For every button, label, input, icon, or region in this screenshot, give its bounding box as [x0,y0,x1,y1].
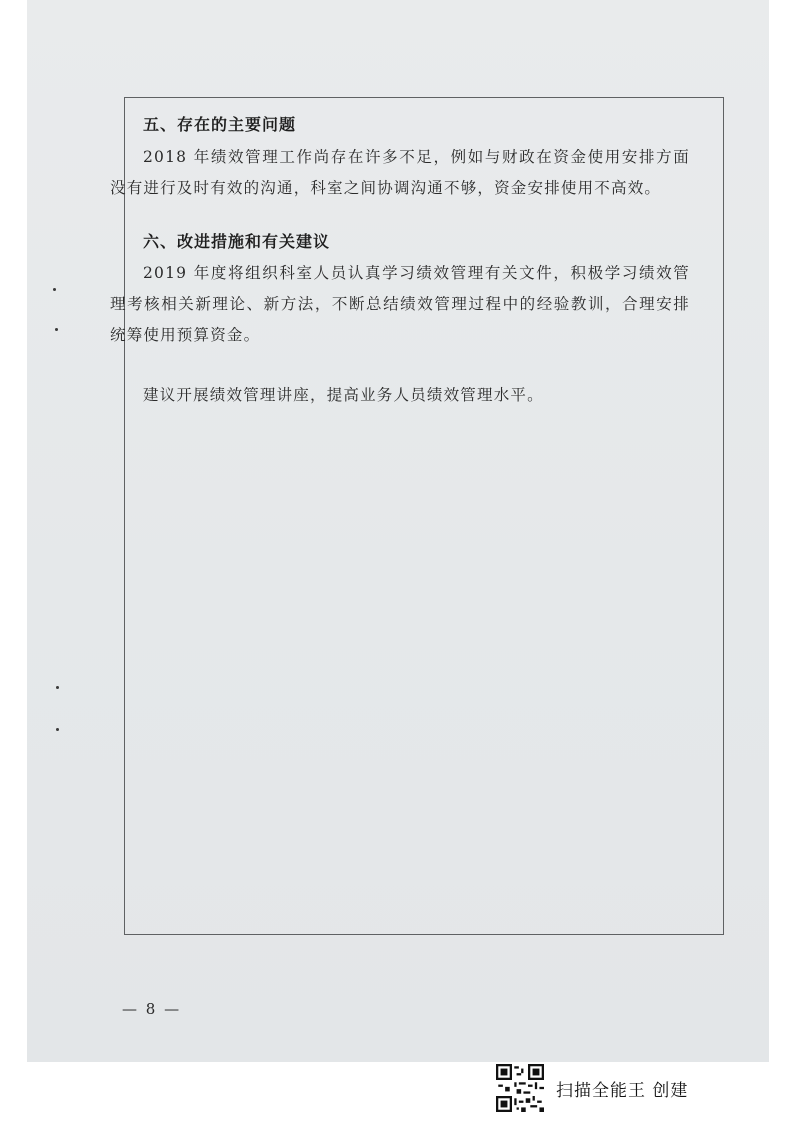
scan-speck [53,288,56,291]
qr-code-icon [496,1064,544,1112]
scan-speck [56,686,59,689]
section-5-heading: 五、存在的主要问题 [143,115,297,134]
page-number: — 8 — [122,1000,182,1018]
scanner-brand-text: 扫描全能王 创建 [556,1080,689,1101]
section-6-heading: 六、改进措施和有关建议 [143,232,331,251]
section-5-body: 2018 年绩效管理工作尚存在许多不足，例如与财政在资金使用安排方面没有进行及时有效的沟通，科室之间协调沟通不够，资金安排使用不高效。 [110,148,690,197]
section-6-suggestion: 建议开展绩效管理讲座，提高业务人员绩效管理水平。 [143,386,544,404]
section-6-body: 2019 年度将组织科室人员认真学习绩效管理有关文件，积极学习绩效管理考核相关新理论、新方法，不断总结绩效管理过程中的经验教训，合理安排统筹使用预算资金。 [110,264,690,344]
scan-speck [55,328,58,331]
content-frame [124,97,724,935]
scan-speck [56,728,59,731]
scanner-watermark [496,1064,688,1112]
